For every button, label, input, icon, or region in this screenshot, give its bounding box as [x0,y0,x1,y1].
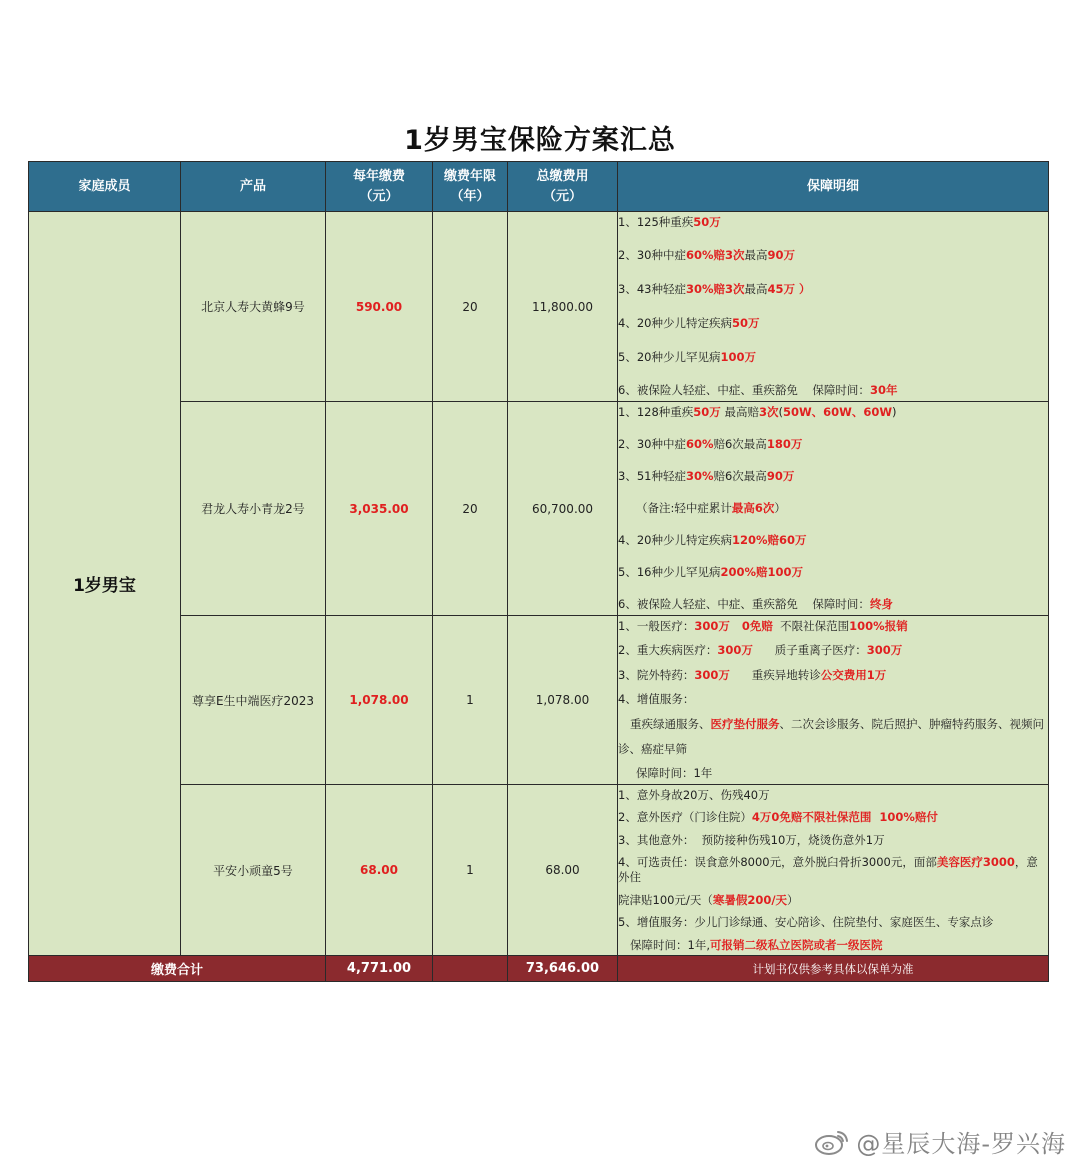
highlighted-text: 最高6次 [731,500,775,515]
detail-text: 5、16种少儿罕见病 [618,565,721,580]
coverage-detail-line [618,383,1048,398]
header-product: 产品 [181,162,326,212]
detail-text: 4、可选责任：误食意外8000元，意外脱臼骨折3000元，面部 [618,855,937,869]
coverage-detail-line [618,533,1048,548]
coverage-detail-line [618,597,1048,612]
coverage-detail-line [618,282,1048,297]
coverage-detail-list [618,619,1048,782]
detail-text: 、二次会诊服务、院后照护、肿瘤特药服务、视频问 [779,717,1044,732]
coverage-detail-line [618,717,1048,732]
header-annual-premium [326,162,433,212]
detail-text: 重疾绿通服务、 [630,717,711,732]
detail-text: ） [774,500,786,515]
highlighted-text: 45万 ） [767,282,811,297]
header-total-premium-unit: （元） [542,188,582,204]
total-premium: 11,800.00 [508,212,618,402]
detail-text: 保障时间：1年 [636,766,713,781]
detail-text: 保障时间：1年, [630,937,710,952]
member-cell: 1岁男宝 [29,212,181,956]
table-row [29,616,1049,785]
detail-text: （备注:轻中症累计 [636,500,732,515]
coverage-details [618,212,1049,402]
coverage-detail-line [618,833,1048,848]
highlighted-text: 90万 [767,248,795,263]
product-name: 北京人寿大黄蜂9号 [181,212,326,402]
detail-text: 质子重离子医疗： [752,643,867,658]
highlighted-text: 50万 [731,315,760,330]
coverage-details [618,616,1049,785]
insurance-plan-table-container [28,161,1048,982]
highlighted-text: 300万 [866,643,903,658]
coverage-detail-line [618,316,1048,331]
highlighted-text: 终身 [869,597,893,612]
coverage-detail-line [618,501,1048,516]
coverage-detail-line [618,643,1048,658]
detail-text: 最高赔 [720,404,759,419]
detail-text: 赔6次最高 [713,436,767,451]
highlighted-text: 寒暑假200/天 [712,892,788,907]
coverage-detail-line [618,766,1048,781]
coverage-detail-list [618,215,1048,399]
highlighted-text: 3次 [758,404,779,419]
detail-text: 2、意外医疗（门诊住院） [618,810,752,824]
highlighted-text: 120%赔60万 [731,533,807,548]
highlighted-text: 100%报销 [849,618,908,633]
highlighted-text: 300万 0免赔 [694,618,773,633]
detail-text: 3、院外特药： [618,667,695,682]
header-details: 保障明细 [618,162,1049,212]
detail-text: 3、51种轻症 [618,468,686,483]
watermark [814,1124,1066,1159]
detail-text: 最高 [744,282,768,297]
header-annual-premium-unit: （元） [359,188,399,204]
coverage-detail-line [618,619,1048,634]
highlighted-text: 30%赔3次 [685,282,745,297]
detail-text: 不限社保范围 [772,618,850,633]
detail-text: 6、被保险人轻症、中症、重疾豁免 保障时间： [618,383,870,398]
detail-text: 2、30种中症 [618,248,686,263]
table-row [29,785,1049,956]
highlighted-text: 4万0免赔不限社保范围 100%赔付 [751,810,938,824]
page-title: 1岁男宝保险方案汇总 [404,125,676,156]
total-premium: 60,700.00 [508,402,618,616]
detail-text: 1、一般医疗： [618,618,695,633]
detail-text: ) [892,404,897,419]
product-name: 君龙人寿小青龙2号 [181,402,326,616]
detail-text: 4、增值服务： [618,692,695,707]
highlighted-text: 90万 [766,468,795,483]
footer-total-label: 缴费合计 [29,956,326,982]
highlighted-text: 300万 [717,643,753,658]
table-row [29,212,1049,402]
annual-premium: 68.00 [326,785,433,956]
detail-text: 2、重大疾病医疗： [618,643,718,658]
footer-row [29,956,1049,982]
coverage-detail-line [618,248,1048,263]
detail-text: 4、20种少儿特定疾病 [618,315,732,330]
header-annual-premium-label: 每年缴费 [352,168,405,184]
detail-text: 最高 [744,248,768,263]
detail-text: 3、43种轻症 [618,282,686,297]
annual-premium: 3,035.00 [326,402,433,616]
coverage-detail-line [618,810,1048,825]
highlighted-text: 30% [685,468,714,483]
detail-text: 诊、癌症早筛 [618,741,687,756]
coverage-detail-line [618,350,1048,365]
detail-text: 5、20种少儿罕见病 [618,349,721,364]
pay-years: 1 [433,616,508,785]
weibo-logo-icon [814,1128,850,1156]
watermark-text: @星辰大海-罗兴海 [856,1130,1066,1158]
coverage-detail-line [618,742,1048,757]
insurance-plan-table [28,161,1049,982]
detail-text: 1、125种重疾 [618,214,694,229]
annual-premium: 590.00 [326,212,433,402]
highlighted-text: 公交费用1万 [820,667,887,682]
highlighted-text: 50W、60W、60W [782,404,893,419]
detail-text: 1、意外身故20万、伤残40万 [618,787,770,802]
detail-text: 2、30种中症 [618,436,686,451]
coverage-detail-line [618,215,1048,230]
table-row [29,402,1049,616]
footer-empty-cell [433,956,508,982]
coverage-detail-line [618,437,1048,452]
highlighted-text: 200%赔100万 [720,565,803,580]
total-premium: 68.00 [508,785,618,956]
pay-years: 20 [433,212,508,402]
highlighted-text: 医疗垫付服务 [710,717,780,732]
highlighted-text: 50万 [693,404,721,419]
detail-text: ） [787,892,799,907]
total-premium: 1,078.00 [508,616,618,785]
highlighted-text: 50万 [693,214,721,229]
highlighted-text: 300万 [694,667,730,682]
header-row [29,162,1049,212]
detail-text: 3、其他意外： 预防接种伤残10万，烧烫伤意外1万 [618,832,885,847]
header-total-premium-label: 总缴费用 [536,168,589,184]
coverage-detail-line [618,692,1048,707]
coverage-detail-line [618,469,1048,484]
footer-grand-total: 73,646.00 [508,956,618,982]
coverage-detail-line [618,938,1048,953]
header-total-premium [508,162,618,212]
coverage-detail-line [618,565,1048,580]
highlighted-text: 60% [685,436,714,451]
detail-text: ，意外住 [618,855,1038,884]
highlighted-text: 180万 [766,436,803,451]
detail-text: 院津贴100元/天（ [618,892,713,907]
coverage-detail-list [618,405,1048,613]
detail-text: 4、20种少儿特定疾病 [618,533,732,548]
coverage-detail-line [618,915,1048,930]
highlighted-text: 可报销二级私立医院或者一级医院 [709,937,883,952]
header-pay-years-unit: （年） [450,188,490,204]
detail-text: 1、128种重疾 [618,404,694,419]
pay-years: 1 [433,785,508,956]
highlighted-text: 100万 [720,349,756,364]
highlighted-text: 美容医疗3000 [936,855,1015,869]
highlighted-text: 60%赔3次 [685,248,745,263]
detail-text: 赔6次最高 [713,468,767,483]
coverage-detail-list [618,788,1048,953]
coverage-detail-line [618,668,1048,683]
coverage-detail-line [618,405,1048,420]
detail-text: 6、被保险人轻症、中症、重疾豁免 保障时间： [618,597,870,612]
coverage-details [618,402,1049,616]
detail-text: 重疾异地转诊 [729,667,821,682]
footer-disclaimer: 计划书仅供参考具体以保单为准 [618,956,1049,982]
header-pay-years [433,162,508,212]
pay-years: 20 [433,402,508,616]
coverage-detail-line [618,788,1048,803]
detail-text: 5、增值服务：少儿门诊绿通、安心陪诊、住院垫付、家庭医生、专家点诊 [618,915,994,929]
product-name: 尊享E生中端医疗2023 [181,616,326,785]
highlighted-text: 30年 [869,383,898,398]
coverage-details [618,785,1049,956]
coverage-detail-line [618,893,1048,908]
product-name: 平安小顽童5号 [181,785,326,956]
footer-annual-total: 4,771.00 [326,956,433,982]
detail-text: ( [778,404,783,419]
coverage-detail-line [618,855,1048,885]
header-pay-years-label: 缴费年限 [443,168,496,184]
header-member: 家庭成员 [29,162,181,212]
annual-premium: 1,078.00 [326,616,433,785]
